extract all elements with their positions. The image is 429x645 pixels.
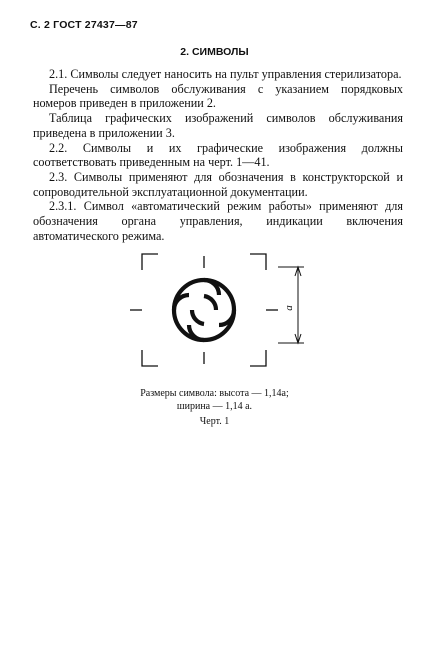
corner-top-left [142, 254, 158, 270]
automatic-mode-symbol-icon [120, 232, 320, 387]
corner-bottom-left [142, 350, 158, 366]
section-title: 2. СИМВОЛЫ [180, 46, 249, 58]
swirl-inner-1 [204, 296, 216, 310]
caption-line-1: Размеры символа: высота — 1,14a; [140, 388, 289, 399]
page-header: С. 2 ГОСТ 27437—87 [30, 19, 138, 31]
figure-number: Черт. 1 [199, 416, 230, 427]
paragraph-table-of-images: Таблица графических изображений символов обслуживания приведена в приложении 3. [33, 111, 403, 140]
figure-caption [0, 388, 429, 413]
paragraph-2-3-1: 2.3.1. Символ «автоматический режим работы» применяют для обозначения органа управления, индикации включения автоматического режима. [33, 199, 403, 243]
paragraph-list-of-symbols: Перечень символов обслуживания с указанием порядковых номеров приведен в приложении 2. [33, 81, 403, 111]
figure-1 [120, 232, 320, 387]
frame-corners [130, 254, 278, 366]
swirl-inner-2 [192, 310, 204, 324]
swirl-symbol [174, 280, 234, 340]
dimension-line [278, 267, 304, 343]
paragraph-2-3: 2.3. Символы применяют для обозначения в конструкторской и сопроводительной эксплуатационной документации. [33, 169, 403, 199]
corner-bottom-right [250, 350, 266, 366]
dimension-label: a [283, 305, 295, 311]
caption-line-2: ширина — 1,14 a. [176, 400, 253, 412]
paragraph-2-2: 2.2. Символы и их графические изображения должны соответствовать приведенным на черт. 1—41. [33, 140, 403, 170]
body-text [33, 67, 403, 243]
figure-label [0, 416, 429, 427]
paragraph-2-1: 2.1. Символы следует наносить на пульт управления стерилизатора. [49, 67, 402, 81]
corner-top-right [250, 254, 266, 270]
